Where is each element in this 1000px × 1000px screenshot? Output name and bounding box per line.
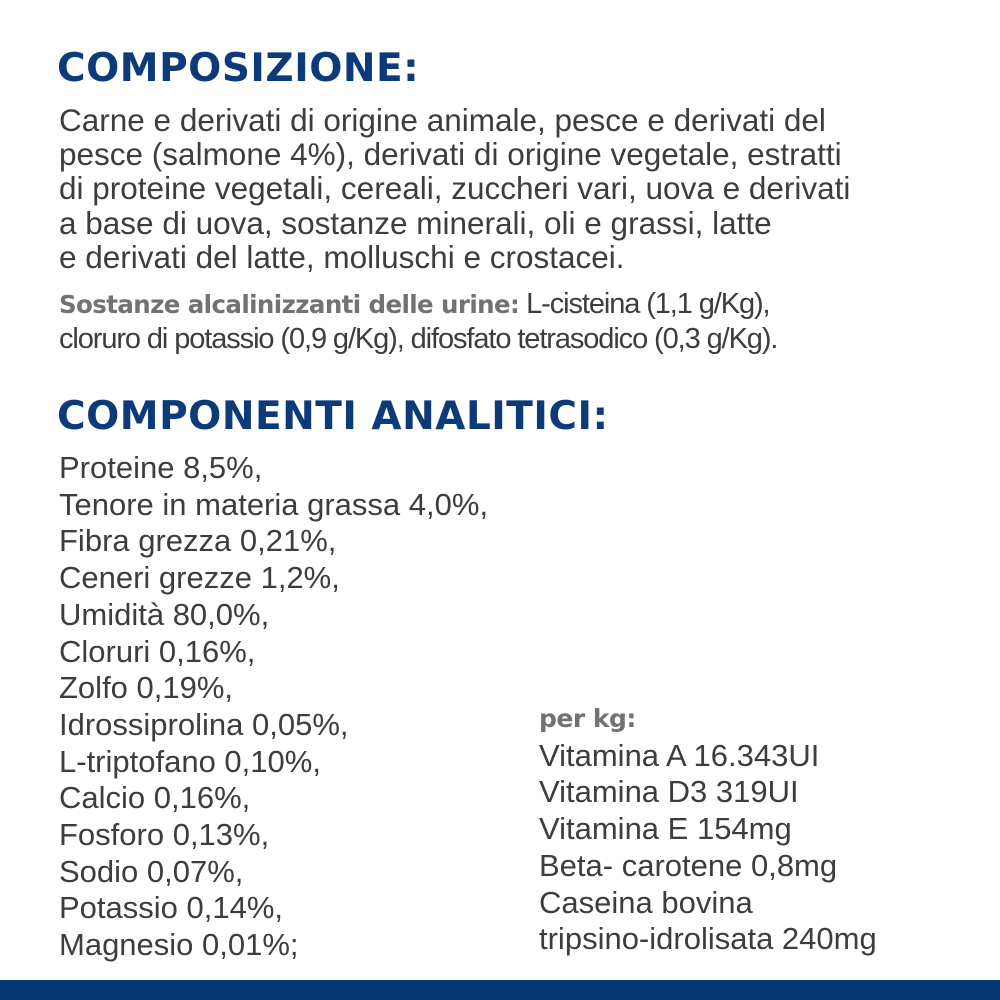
per-kg-section — [539, 701, 877, 958]
composition-line: Carne e derivati di origine animale, pesce e derivati del — [59, 102, 826, 138]
analytical-item: Ceneri grezze 1,2%, — [59, 560, 340, 596]
analytical-item: Proteine 8,5%, — [59, 450, 263, 485]
per-kg-item: Vitamina E 154mg — [539, 811, 792, 847]
analytical-item: Idrossiprolina 0,05%, — [59, 706, 349, 742]
per-kg-item: Beta- carotene 0,8mg — [539, 847, 838, 883]
analytical-list — [59, 450, 488, 964]
analytical-item: L-triptofano 0,10%, — [59, 743, 321, 779]
composition-line: di proteine vegetali, cereali, zuccheri vari, uova e derivati — [59, 170, 851, 207]
alkalinizing-substances — [59, 287, 777, 356]
per-kg-item: Vitamina D3 319UI — [539, 774, 799, 810]
composition-line: pesce (salmone 4%), derivati di origine vegetale, estratti — [59, 136, 842, 173]
analytical-item: Magnesio 0,01%; — [59, 927, 299, 963]
alkalinizing-value-1: L-cisteina (1,1 g/Kg), — [519, 288, 770, 320]
composition-heading: COMPOSIZIONE: — [57, 46, 420, 91]
footer-color-bar — [0, 980, 1000, 1000]
analytical-heading: COMPONENTI ANALITICI: — [57, 394, 609, 439]
per-kg-item: tripsino-idrolisata 240mg — [539, 921, 877, 957]
analytical-item: Umidità 80,0%, — [59, 596, 270, 632]
analytical-item: Zolfo 0,19%, — [59, 670, 234, 706]
analytical-item: Fibra grezza 0,21%, — [59, 523, 337, 559]
per-kg-list — [539, 738, 877, 958]
alkalinizing-line-1 — [59, 287, 777, 322]
composition-line: e derivati del latte, molluschi e crostacei. — [59, 238, 625, 275]
composition-text — [59, 103, 850, 274]
analytical-item: Cloruri 0,16%, — [59, 633, 256, 669]
per-kg-heading: per kg: — [539, 704, 636, 733]
analytical-item: Calcio 0,16%, — [59, 780, 251, 816]
composition-line: a base di uova, sostanze minerali, oli e grassi, latte — [59, 204, 772, 241]
alkalinizing-label: Sostanze alcalinizzanti delle urine: — [59, 290, 520, 319]
analytical-item: Sodio 0,07%, — [59, 853, 244, 889]
analytical-item: Potassio 0,14%, — [59, 890, 284, 926]
per-kg-item: Caseina bovina — [539, 884, 753, 920]
alkalinizing-line-2: cloruro di potassio (0,9 g/Kg), difosfato tetrasodico (0,3 g/Kg). — [59, 323, 778, 355]
analytical-item: Tenore in materia grassa 4,0%, — [59, 486, 489, 522]
analytical-item: Fosforo 0,13%, — [59, 817, 270, 853]
per-kg-item: Vitamina A 16.343UI — [539, 737, 820, 773]
